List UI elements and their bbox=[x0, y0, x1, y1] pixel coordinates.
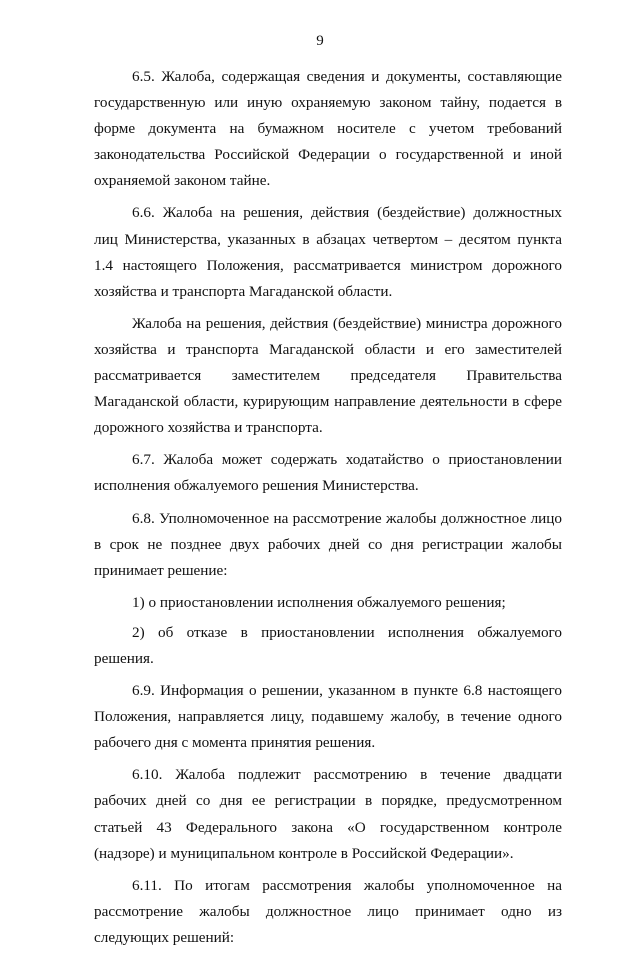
paragraph-6-9: 6.9. Информация о решении, указанном в пункте 6.8 настоящего Положения, направляется лицу, подавшему жалобу, в течение одного рабочего дня с момента принятия решения. bbox=[94, 682, 562, 752]
paragraph-6-8: 6.8. Уполномоченное на рассмотрение жалобы должностное лицо в срок не позднее двух рабочих дней со дня регистрации жалобы принимает решение: bbox=[94, 509, 562, 579]
paragraph-6-6-continued: Жалоба на решения, действия (бездействие) министра дорожного хозяйства и транспорта Магаданской области и его заместителей рассматривается заместителем председателя Правительства Магаданской области, курирующим направление деятельности в сфере дорожного хозяйства и транспорта. bbox=[94, 314, 562, 437]
list-item-refusal: 2) об отказе в приостановлении исполнения обжалуемого решения. bbox=[94, 623, 562, 667]
paragraph-6-5: 6.5. Жалоба, содержащая сведения и документы, составляющие государственную или иную охраняемую законом тайну, подается в форме документа на бумажном носителе с учетом требований законодательства Российской Федерации о государственной и иной охраняемой законом тайне. bbox=[94, 68, 562, 190]
paragraph-6-6: 6.6. Жалоба на решения, действия (бездействие) должностных лиц Министерства, указанных в абзацах четвертом – десятом пункта 1.4 настоящего Положения, рассматривается министром дорожного хозяйства и транспорта Магаданской области. bbox=[94, 204, 562, 300]
paragraph-6-11: 6.11. По итогам рассмотрения жалобы уполномоченное на рассмотрение жалобы должностное лицо принимает одно из следующих решений: bbox=[94, 876, 562, 946]
list-item-suspension: 1) о приостановлении исполнения обжалуемого решения; bbox=[132, 593, 506, 611]
document-body bbox=[94, 64, 562, 957]
page-number: 9 bbox=[316, 33, 324, 49]
paragraph-6-7: 6.7. Жалоба может содержать ходатайство о приостановлении исполнения обжалуемого решения Министерства. bbox=[94, 451, 562, 495]
paragraph-6-10: 6.10. Жалоба подлежит рассмотрению в течение двадцати рабочих дней со дня ее регистрации в порядке, предусмотренном статьей 43 Федерального закона «О государственном контроле (надзоре) и муниципальном контроле в Российской Федерации». bbox=[94, 766, 562, 862]
